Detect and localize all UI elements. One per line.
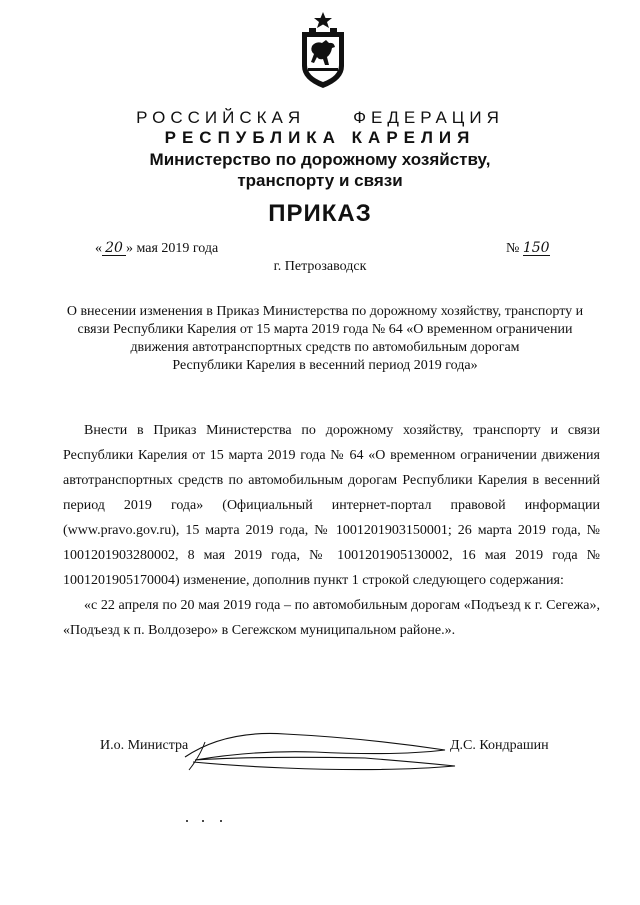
city-line: г. Петрозаводск (273, 259, 367, 274)
date-rest: » мая 2019 года (126, 241, 219, 256)
number-handwritten: 150 (522, 240, 550, 256)
karelia-coat-of-arms-icon (296, 10, 350, 90)
scan-specks (185, 818, 225, 824)
country-right: ФЕДЕРАЦИЯ (353, 108, 504, 127)
ministry-line-2: транспорту и связи (237, 171, 403, 190)
signatory-position: И.о. Министра (100, 738, 189, 753)
order-body (63, 418, 600, 643)
number-prefix: № (506, 241, 520, 256)
document-type-title: ПРИКАЗ (268, 200, 372, 227)
republic-name: РЕСПУБЛИКА КАРЕЛИЯ (164, 128, 476, 147)
signatory-name: Д.С. Кондрашин (450, 738, 549, 753)
ministry-name (0, 149, 640, 191)
body-paragraph-2: «с 22 апреля по 20 мая 2019 года – по автомобильным дорогам «Подъезд к г. Сегежа», «Подъезд к п. Волдозеро» в Сегежском муниципальном районе.». (63, 598, 600, 638)
date-day-handwritten: 20 (102, 241, 126, 256)
country-name (0, 108, 640, 128)
subject-line-4: Республики Карелия в весенний период 2019 года» (172, 358, 478, 373)
order-date (95, 241, 218, 257)
date-open-quote: « (95, 241, 102, 256)
country-left: РОССИЙСКАЯ (136, 108, 306, 127)
subject-line-1: О внесении изменения в Приказ Министерства по дорожному хозяйству, транспорту и (66, 304, 584, 319)
subject-line-3: движения автотранспортных средств по автомобильным дорогам (130, 340, 520, 355)
order-subject (60, 303, 590, 375)
order-number (506, 241, 550, 257)
subject-line-2: связи Республики Карелия от 15 марта 2019 года № 64 «О временном ограничении (77, 322, 573, 337)
body-paragraph-1: Внести в Приказ Министерства по дорожному хозяйству, транспорту и связи Республики Карелия от 15 марта 2019 года № 64 «О временном ограничении движения автотранспортных средств по автомобильным дорогам Республики Карелия в весенний период 2019 года» (Официальный интернет-портал правовой информации (www.pravo.gov.ru), 15 марта 2019 года, № 1001201903150001; 26 марта 2019 года, № 1001201903280002, 8 мая 2019 года, № 1001201905130002, 16 мая 2019 года № 1001201905170004) изменение, дополнив пункт 1 строкой следующего содержания: (63, 423, 600, 588)
ministry-line-1: Министерство по дорожному хозяйству, (149, 150, 491, 169)
handwritten-signature (165, 722, 465, 782)
